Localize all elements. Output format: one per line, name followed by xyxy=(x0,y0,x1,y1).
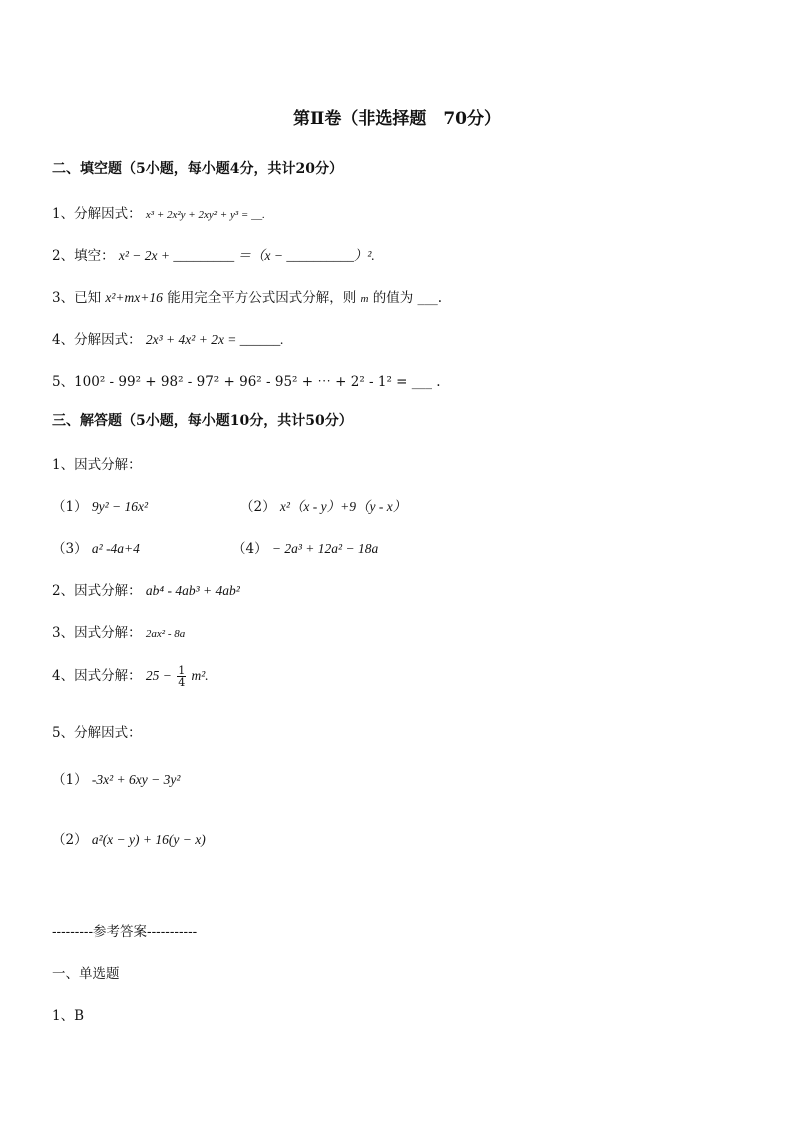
question-expression: x² − 2x + _________ ＝（x − __________）². xyxy=(118,248,375,263)
section-solve-heading: 三、解答题（5小题，每小题10分，共计50分） xyxy=(52,413,353,429)
question-text: 能用完全平方公式因式分解，则 xyxy=(167,290,357,306)
solve-question-1-part-4 xyxy=(232,537,378,557)
part-expression: − 2a³ + 12a² − 18a xyxy=(271,541,379,556)
solve-question-1-part-3 xyxy=(52,537,140,557)
question-label: 1、分解因式： xyxy=(52,206,142,222)
solve-question-1-part-1 xyxy=(52,495,148,515)
question-label: 3、已知 xyxy=(52,290,102,306)
part-expression: x²（x - y）+9（y - x） xyxy=(279,499,407,514)
question-variable: m xyxy=(360,293,369,305)
section-fill-in-heading: 二、填空题（5小题，每小题4分，共计20分） xyxy=(52,161,343,177)
answer-section-heading: 一、单选题 xyxy=(52,966,120,982)
question-label: 2、因式分解： xyxy=(52,583,142,599)
part-label: （2） xyxy=(52,832,88,848)
answer-key-divider: ---------参考答案----------- xyxy=(52,924,198,940)
expression-suffix: m². xyxy=(191,668,209,683)
question-expression: x³ + 2x²y + 2xy² + y³ = __. xyxy=(145,209,265,221)
solve-question-5-label: 5、分解因式： xyxy=(52,725,142,741)
solve-question-4 xyxy=(52,664,209,688)
fill-in-question-2 xyxy=(52,244,375,264)
solve-question-5-part-1 xyxy=(52,768,180,788)
solve-question-1-part-2 xyxy=(240,495,406,515)
question-tail: 的值为 ___. xyxy=(372,290,443,306)
question-expression: x²+mx+16 xyxy=(105,290,163,305)
answer-item: 1、B xyxy=(52,1008,85,1024)
question-label: 3、因式分解： xyxy=(52,625,142,641)
fraction xyxy=(177,665,186,688)
question-expression: ab⁴ - 4ab³ + 4ab² xyxy=(145,583,240,598)
solve-question-5-part-2 xyxy=(52,828,206,848)
part-label: （3） xyxy=(52,541,88,557)
question-expression: 2ax² - 8a xyxy=(145,628,186,640)
fraction-numerator: 1 xyxy=(178,664,186,677)
part-label: （1） xyxy=(52,499,88,515)
question-label: 4、因式分解： xyxy=(52,668,142,684)
part-label: （4） xyxy=(232,541,268,557)
part-label: （2） xyxy=(240,499,276,515)
part-expression: 9y² − 16x² xyxy=(91,499,149,514)
solve-question-1-label: 1、因式分解： xyxy=(52,457,142,473)
fill-in-question-1 xyxy=(52,202,265,222)
solve-question-2 xyxy=(52,579,240,599)
question-expression: 2x³ + 4x² + 2x = ______. xyxy=(145,332,284,347)
expression-prefix: 25 − xyxy=(145,668,172,683)
part-expression: a²(x − y) + 16(y − x) xyxy=(91,832,206,847)
fraction-denominator: 4 xyxy=(178,676,186,689)
question-label: 2、填空： xyxy=(52,248,115,264)
part-expression: -3x² + 6xy − 3y² xyxy=(91,772,181,787)
fill-in-question-3 xyxy=(52,286,442,306)
fill-in-question-5: 5、100² - 99² + 98² - 97² + 96² - 95² + ⋯ + 2² - 1² = ___ . xyxy=(52,374,441,390)
solve-question-3 xyxy=(52,621,185,641)
fill-in-question-4 xyxy=(52,328,284,348)
question-label: 4、分解因式： xyxy=(52,332,142,348)
part-expression: a² -4a+4 xyxy=(91,541,140,556)
paper-title: 第Ⅱ卷（非选择题 70分） xyxy=(293,109,501,129)
part-label: （1） xyxy=(52,772,88,788)
